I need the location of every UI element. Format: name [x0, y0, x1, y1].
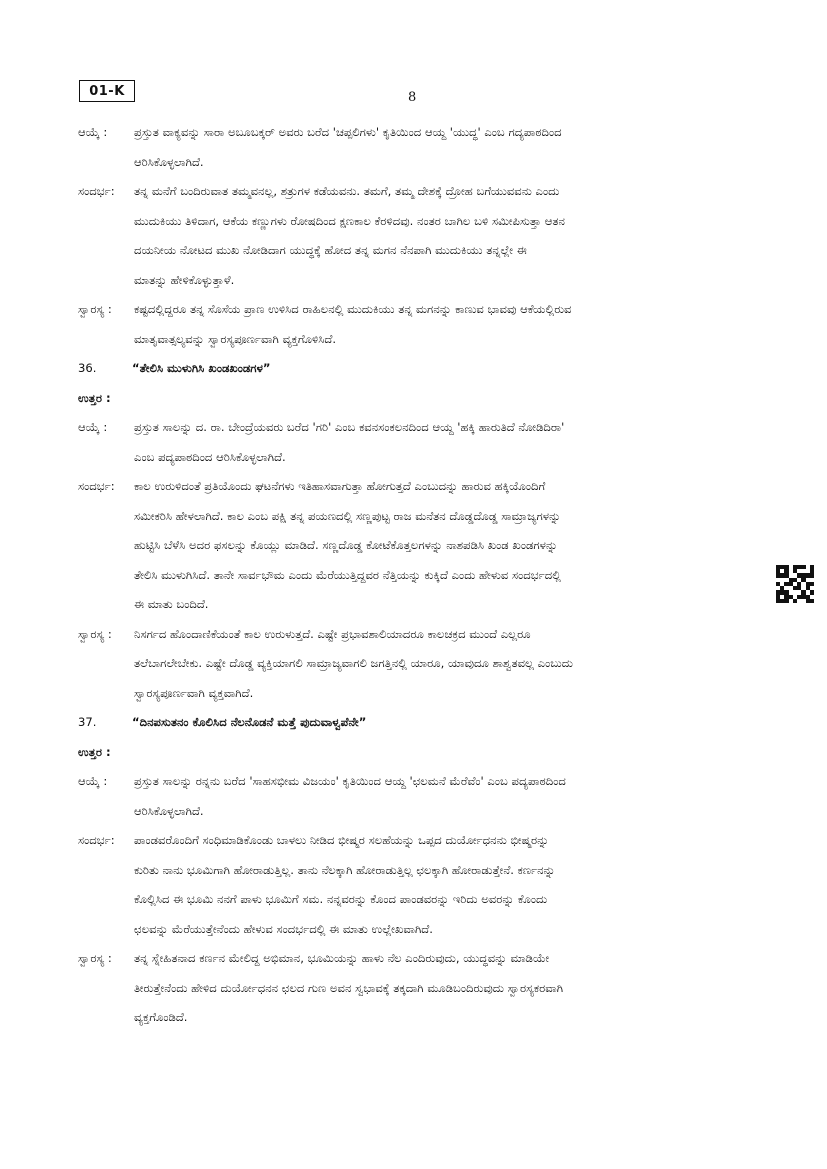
text-line: ತೇಲಿಸಿ ಮುಳುಗಿಸಿದೆ. ತಾನೇ ಸಾರ್ವಭೌಮ ಎಂದು ಮೆರೆಯುತ್ತಿದ್ದವರ ನೆತ್ತಿಯನ್ನು ಕುಕ್ಕಿದೆ ಎಂದು ಹೇಳುವ ಸಂದರ್ಭದಲ್ಲಿ: [134, 567, 561, 582]
label-ayke: ಆಯ್ಕೆ :: [78, 774, 108, 788]
text-line: ತನ್ನ ಮನೆಗೆ ಬಂದಿರುವಾತ ತಮ್ಮವನಲ್ಲ, ಶತ್ರುಗಳ ಕಡೆಯವನು. ತಮಗೆ, ತಮ್ಮ ದೇಶಕ್ಕೆ ದ್ರೋಹ ಬಗೆಯುವವನು ಎಂದು: [134, 184, 560, 198]
text-line: ಎಂಬ ಪದ್ಯಪಾಠದಿಂದ ಆರಿಸಿಕೊಳ್ಳಲಾಗಿದೆ.: [134, 449, 286, 464]
text-line: ಕಾಲ ಉರುಳಿದಂತೆ ಪ್ರತಿಯೊಂದು ಘಟನೆಗಳು ಇತಿಹಾಸವಾಗುತ್ತಾ ಹೋಗುತ್ತದೆ ಎಂಬುದನ್ನು ಹಾರುವ ಹಕ್ಕಿಯೊಂದಿಗೆ: [134, 479, 546, 493]
text-line: ನಿಸರ್ಗದ ಹೊಂದಾಣಿಕೆಯಂತೆ ಕಾಲ ಉರುಳುತ್ತದೆ. ಎಷ್ಟೇ ಪ್ರಭಾವಶಾಲಿಯಾದರೂ ಕಾಲಚಕ್ರದ ಮುಂದೆ ಎಲ್ಲರೂ: [134, 626, 531, 641]
text-line: ಈ ಮಾತು ಬಂದಿದೆ.: [134, 597, 209, 611]
label-sandarbha: ಸಂದರ್ಭ:: [78, 479, 115, 493]
text-line: ಮಾತನ್ನು ಹೇಳಿಕೊಳ್ಳುತ್ತಾಳೆ.: [134, 272, 235, 287]
paper-code-box: 01-K: [79, 80, 135, 102]
label-sandarbha: ಸಂದರ್ಭ:: [78, 184, 115, 198]
text-line: ಕಷ್ಟದಲ್ಲಿದ್ದರೂ ತನ್ನ ಸೊಸೆಯ ಪ್ರಾಣ ಉಳಿಸಿದ ರಾಹಿಲನಲ್ಲಿ ಮುದುಕಿಯು ತನ್ನ ಮಗನನ್ನು ಕಾಣುವ ಭಾವವು ಆಕೆಯಲ್ಲಿರುವ: [134, 302, 572, 316]
text-line: ಪ್ರಸ್ತುತ ವಾಕ್ಯವನ್ನು ಸಾರಾ ಅಬೂಬಕ್ಕರ್ ಅವರು ಬರೆದ 'ಚಪ್ಪಲಿಗಳು' ಕೃತಿಯಿಂದ ಆಯ್ದ 'ಯುದ್ಧ' ಎಂಬ ಗದ್ಯಪಾಠದಿಂದ: [134, 125, 562, 139]
uttara-heading: ಉತ್ತರ :: [78, 390, 111, 405]
text-line: ಸ್ವಾರಸ್ಯಪೂರ್ಣವಾಗಿ ವ್ಯಕ್ತವಾಗಿದೆ.: [134, 685, 254, 700]
label-swarasya: ಸ್ವಾರಸ್ಯ :: [78, 302, 112, 316]
question-text: “ದಿನಪಸುತನಂ ಕೊಲಿಸಿದ ನೆಲನೊಡನೆ ಮತ್ತೆ ಪುದುವಾಳ್ವಪೆನೇ”: [132, 715, 367, 729]
label-swarasya: ಸ್ವಾರಸ್ಯ :: [78, 626, 112, 641]
label-sandarbha: ಸಂದರ್ಭ:: [78, 833, 115, 847]
answer-block-35-sandarbha: [78, 177, 762, 295]
text-line: ಮಾತೃವಾತ್ಸಲ್ಯವನ್ನು ಸ್ವಾರಸ್ಯಪೂರ್ಣವಾಗಿ ವ್ಯಕ್ತಗೊಳಿಸಿದೆ.: [134, 331, 337, 346]
answer-block-35-swarasya: [78, 295, 762, 354]
text-line: ತೀರುತ್ತೇನೆಂದು ಹೇಳಿದ ದುರ್ಯೋಧನನ ಛಲದ ಗುಣ ಅವನ ಸ್ವಭಾವಕ್ಕೆ ತಕ್ಕದಾಗಿ ಮೂಡಿಬಂದಿರುವುದು ಸ್ವಾರಸ್ಯಕರವಾಗಿ: [134, 980, 564, 995]
page-number: 8: [408, 90, 417, 105]
answer-block-37-sandarbha: [78, 826, 762, 944]
text-line: ತಲೆಬಾಗಲೇಬೇಕು. ಎಷ್ಟೇ ದೊಡ್ಡ ವ್ಯಕ್ತಿಯಾಗಲಿ ಸಾಮ್ರಾಜ್ಯವಾಗಲಿ ಜಗತ್ತಿನಲ್ಲಿ ಯಾರೂ, ಯಾವುದೂ ಶಾಶ್ವತವಲ್ಲ ಎಂಬುದು: [134, 656, 573, 670]
text-line: ದಯನೀಯ ನೋಟದ ಮುಖ ನೋಡಿದಾಗ ಯುದ್ಧಕ್ಕೆ ಹೋದ ತನ್ನ ಮಗನ ನೆನಪಾಗಿ ಮುದುಕಿಯು ತನ್ನಲ್ಲೇ ಈ: [134, 243, 527, 257]
qr-code-icon: [776, 565, 814, 603]
answer-block-36-swarasya: [78, 620, 762, 709]
text-line: ಸಮೀಕರಿಸಿ ಹೇಳಲಾಗಿದೆ. ಕಾಲ ಎಂಬ ಪಕ್ಷಿ ತನ್ನ ಪಯಣದಲ್ಲಿ ಸಣ್ಣಪುಟ್ಟ ರಾಜ ಮನೆತನ ದೊಡ್ಡದೊಡ್ಡ ಸಾಮ್ರಾಜ್ಯಗಳನ್ನು: [134, 508, 561, 523]
text-line: ಪ್ರಸ್ತುತ ಸಾಲನ್ನು ರನ್ನನು ಬರೆದ 'ಸಾಹಸಭೀಮ ವಿಜಯಂ' ಕೃತಿಯಿಂದ ಆಯ್ದ 'ಛಲಮನೆ ಮೆರೆವೆಂ' ಎಂಬ ಪದ್ಯಪಾಠದಿಂದ: [134, 774, 566, 788]
question-number: 36.: [78, 361, 97, 375]
text-line: ಆರಿಸಿಕೊಳ್ಳಲಾಗಿದೆ.: [134, 803, 204, 818]
text-line: ಕೊಲ್ಲಿಸಿದ ಈ ಭೂಮಿ ನನಗೆ ಪಾಳು ಭೂಮಿಗೆ ಸಮ. ನನ್ನವರನ್ನು ಕೊಂದ ಪಾಂಡವರನ್ನು ಇರಿದು ಅವರನ್ನು ಕೊಂದು: [134, 892, 548, 906]
text-line: ಹುಟ್ಟಿಸಿ ಬೆಳೆಸಿ ಅದರ ಫಸಲನ್ನು ಕೊಯ್ಲು ಮಾಡಿದೆ. ಸಣ್ಣದೊಡ್ಡ ಕೋಟೆಕೊತ್ತಲಗಳನ್ನು ನಾಶಪಡಿಸಿ ಖಂಡ ಖಂಡಗಳನ್ನು: [134, 538, 558, 552]
answer-block-36-ayke: [78, 413, 762, 472]
text-line: ತನ್ನ ಸ್ನೇಹಿತನಾದ ಕರ್ಣನ ಮೇಲಿದ್ದ ಅಭಿಮಾನ, ಭೂಮಿಯನ್ನು ಹಾಳು ನೆಲ ಎಂದಿರುವುದು, ಯುದ್ಧವನ್ನು ಮಾಡಿಯೇ: [134, 951, 550, 965]
answer-block-37-ayke: [78, 767, 762, 826]
question-number: 37.: [78, 715, 97, 729]
question-text: “ತೇಲಿಸಿ ಮುಳುಗಿಸಿ ಖಂಡಖಂಡಗಳ”: [132, 361, 271, 375]
text-line: ಮುದುಕಿಯು ತಿಳಿದಾಗ, ಆಕೆಯ ಕಣ್ಣುಗಳು ರೋಷದಿಂದ ಕ್ಷಣಕಾಲ ಕೆರಳಿದವು. ನಂತರ ಬಾಗಿಲ ಬಳಿ ಸಮೀಪಿಸುತ್ತಾ ಆತನ: [134, 213, 565, 228]
label-swarasya: ಸ್ವಾರಸ್ಯ :: [78, 951, 112, 965]
label-ayke: ಆಯ್ಕೆ :: [78, 420, 108, 434]
answer-block-36-sandarbha: [78, 472, 762, 620]
question-37: [78, 708, 762, 738]
uttara-heading: ಉತ್ತರ :: [78, 744, 111, 759]
text-line: ಕುರಿತು ನಾನು ಭೂಮಿಗಾಗಿ ಹೋರಾಡುತ್ತಿಲ್ಲ. ತಾನು ನೆಲಕ್ಕಾಗಿ ಹೋರಾಡುತ್ತಿಲ್ಲ ಛಲಕ್ಕಾಗಿ ಹೋರಾಡುತ್ತೇನೆ. ಕರ್ಣನನ್ನು: [134, 862, 556, 877]
text-line: ಪಾಂಡವರೊಂದಿಗೆ ಸಂಧಿಮಾಡಿಕೊಂಡು ಬಾಳಲು ನೀಡಿದ ಭೀಷ್ಮರ ಸಲಹೆಯನ್ನು ಒಪ್ಪದ ದುರ್ಯೋಧನನು ಭೀಷ್ಮರನ್ನು: [134, 833, 549, 847]
text-line: ವ್ಯಕ್ತಗೊಂಡಿದೆ.: [134, 1010, 188, 1024]
answer-block-37-swarasya: [78, 944, 762, 1033]
question-36: [78, 354, 762, 384]
text-line: ಛಲವನ್ನು ಮೆರೆಯುತ್ತೇನೆಂದು ಹೇಳುವ ಸಂದರ್ಭದಲ್ಲಿ ಈ ಮಾತು ಉಲ್ಲೇಖವಾಗಿದೆ.: [134, 921, 433, 936]
text-line: ಪ್ರಸ್ತುತ ಸಾಲನ್ನು ದ. ರಾ. ಬೇಂದ್ರೆಯವರು ಬರೆದ 'ಗರಿ' ಎಂಬ ಕವನಸಂಕಲನದಿಂದ ಆಯ್ದ 'ಹಕ್ಕಿ ಹಾರುತಿದೆ ನೋಡಿದಿರಾ': [134, 420, 565, 434]
answer-content: [78, 118, 762, 1033]
answer-block-35-ayke: [78, 118, 762, 177]
text-line: ಆರಿಸಿಕೊಳ್ಳಲಾಗಿದೆ.: [134, 154, 204, 169]
label-ayke: ಆಯ್ಕೆ :: [78, 125, 108, 139]
